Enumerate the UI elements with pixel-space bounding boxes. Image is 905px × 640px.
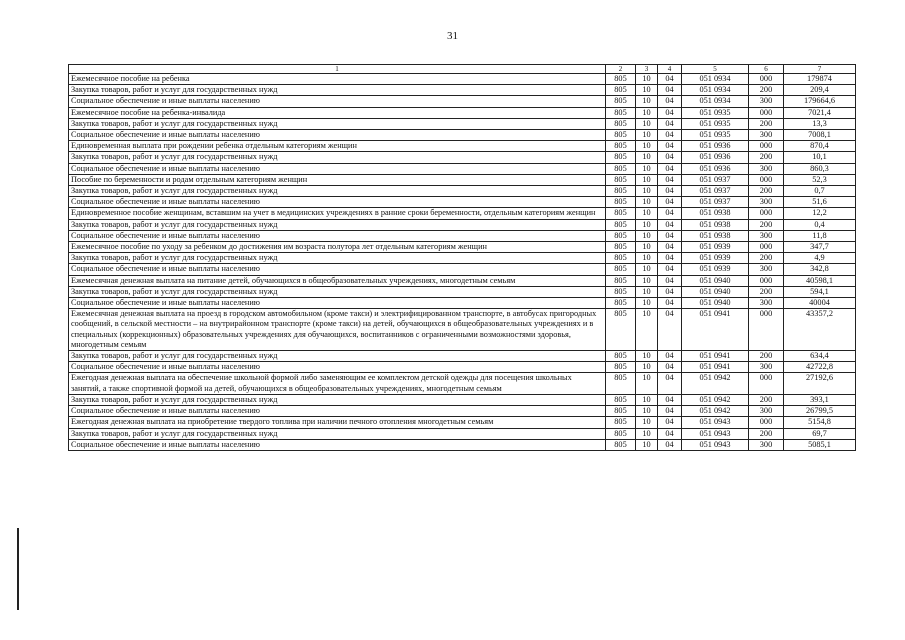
- budget-table: [68, 64, 856, 451]
- header-cell-6: 6: [749, 65, 784, 74]
- row-code-2: 805: [606, 186, 636, 197]
- table-row: [69, 197, 856, 208]
- row-description: Ежемесячная денежная выплата на питание детей, обучающихся в общеобразовательных учреждениях, многодетным семьям: [69, 275, 606, 286]
- row-code-6: 300: [749, 264, 784, 275]
- table-row: [69, 253, 856, 264]
- row-amount: 10,1: [784, 152, 856, 163]
- row-code-3: 10: [636, 417, 658, 428]
- row-code-2: 805: [606, 85, 636, 96]
- row-code-4: 04: [658, 394, 682, 405]
- row-code-4: 04: [658, 275, 682, 286]
- row-amount: 40598,1: [784, 275, 856, 286]
- row-amount: 5085,1: [784, 439, 856, 450]
- row-amount: 0,7: [784, 186, 856, 197]
- row-code-5: 051 0934: [682, 85, 749, 96]
- row-code-5: 051 0942: [682, 373, 749, 394]
- table-row: [69, 362, 856, 373]
- row-code-5: 051 0935: [682, 118, 749, 129]
- row-code-5: 051 0937: [682, 186, 749, 197]
- row-code-6: 000: [749, 417, 784, 428]
- table-row: [69, 107, 856, 118]
- row-code-5: 051 0939: [682, 242, 749, 253]
- row-code-3: 10: [636, 163, 658, 174]
- row-code-2: 805: [606, 130, 636, 141]
- row-code-2: 805: [606, 275, 636, 286]
- row-code-6: 000: [749, 74, 784, 85]
- table-row: [69, 118, 856, 129]
- row-code-4: 04: [658, 130, 682, 141]
- row-description: Закупка товаров, работ и услуг для государственных нужд: [69, 118, 606, 129]
- row-amount: 69,7: [784, 428, 856, 439]
- row-amount: 26799,5: [784, 406, 856, 417]
- row-description: Социальное обеспечение и иные выплаты населению: [69, 298, 606, 309]
- row-code-5: 051 0941: [682, 309, 749, 351]
- table-row: [69, 163, 856, 174]
- row-description: Ежемесячное пособие по уходу за ребенком до достижения им возраста полутора лет отдельным категориям женщин: [69, 242, 606, 253]
- row-code-6: 000: [749, 141, 784, 152]
- row-amount: 870,4: [784, 141, 856, 152]
- row-description: Социальное обеспечение и иные выплаты населению: [69, 439, 606, 450]
- row-code-3: 10: [636, 373, 658, 394]
- row-code-5: 051 0935: [682, 130, 749, 141]
- header-cell-2: 2: [606, 65, 636, 74]
- row-code-4: 04: [658, 163, 682, 174]
- row-code-3: 10: [636, 394, 658, 405]
- row-description: Ежемесячное пособие на ребенка: [69, 74, 606, 85]
- row-code-3: 10: [636, 74, 658, 85]
- row-code-4: 04: [658, 351, 682, 362]
- row-code-2: 805: [606, 406, 636, 417]
- row-amount: 51,6: [784, 197, 856, 208]
- row-code-6: 300: [749, 362, 784, 373]
- row-code-3: 10: [636, 130, 658, 141]
- row-code-3: 10: [636, 85, 658, 96]
- row-code-6: 000: [749, 373, 784, 394]
- row-code-3: 10: [636, 351, 658, 362]
- row-code-5: 051 0940: [682, 275, 749, 286]
- row-code-2: 805: [606, 152, 636, 163]
- row-code-4: 04: [658, 118, 682, 129]
- row-code-2: 805: [606, 286, 636, 297]
- table-row: [69, 219, 856, 230]
- budget-table-body: [69, 65, 856, 451]
- row-description: Пособие по беременности и родам отдельным категориям женщин: [69, 174, 606, 185]
- row-description: Закупка товаров, работ и услуг для государственных нужд: [69, 351, 606, 362]
- table-row: [69, 130, 856, 141]
- row-code-5: 051 0938: [682, 208, 749, 219]
- row-code-2: 805: [606, 163, 636, 174]
- row-amount: 40004: [784, 298, 856, 309]
- row-code-6: 200: [749, 428, 784, 439]
- row-code-4: 04: [658, 230, 682, 241]
- row-code-5: 051 0943: [682, 417, 749, 428]
- page-number: 31: [447, 30, 458, 42]
- row-code-5: 051 0934: [682, 74, 749, 85]
- row-code-3: 10: [636, 118, 658, 129]
- table-row: [69, 152, 856, 163]
- row-code-5: 051 0940: [682, 286, 749, 297]
- row-code-3: 10: [636, 275, 658, 286]
- row-code-4: 04: [658, 107, 682, 118]
- row-amount: 0,4: [784, 219, 856, 230]
- row-code-4: 04: [658, 85, 682, 96]
- row-description: Социальное обеспечение и иные выплаты населению: [69, 406, 606, 417]
- row-code-2: 805: [606, 118, 636, 129]
- row-code-6: 200: [749, 286, 784, 297]
- row-amount: 393,1: [784, 394, 856, 405]
- table-row: [69, 394, 856, 405]
- row-code-5: 051 0937: [682, 174, 749, 185]
- header-cell-3: 3: [636, 65, 658, 74]
- row-amount: 209,4: [784, 85, 856, 96]
- row-code-2: 805: [606, 253, 636, 264]
- row-amount: 27192,6: [784, 373, 856, 394]
- row-code-6: 200: [749, 253, 784, 264]
- table-row: [69, 141, 856, 152]
- row-description: Закупка товаров, работ и услуг для государственных нужд: [69, 152, 606, 163]
- row-code-5: 051 0936: [682, 163, 749, 174]
- table-row: [69, 230, 856, 241]
- row-code-4: 04: [658, 417, 682, 428]
- header-cell-7: 7: [784, 65, 856, 74]
- row-code-2: 805: [606, 230, 636, 241]
- row-code-3: 10: [636, 96, 658, 107]
- row-description: Социальное обеспечение и иные выплаты населению: [69, 96, 606, 107]
- header-cell-4: 4: [658, 65, 682, 74]
- row-description: Социальное обеспечение и иные выплаты населению: [69, 163, 606, 174]
- row-code-6: 200: [749, 186, 784, 197]
- row-amount: 7008,1: [784, 130, 856, 141]
- row-code-4: 04: [658, 264, 682, 275]
- row-code-4: 04: [658, 362, 682, 373]
- row-code-3: 10: [636, 264, 658, 275]
- row-code-5: 051 0942: [682, 406, 749, 417]
- row-code-6: 200: [749, 85, 784, 96]
- row-description: Закупка товаров, работ и услуг для государственных нужд: [69, 219, 606, 230]
- row-code-2: 805: [606, 439, 636, 450]
- row-code-2: 805: [606, 264, 636, 275]
- row-code-3: 10: [636, 230, 658, 241]
- row-code-5: 051 0939: [682, 253, 749, 264]
- table-row: [69, 351, 856, 362]
- table-row: [69, 286, 856, 297]
- row-description: Ежемесячное пособие на ребенка-инвалида: [69, 107, 606, 118]
- table-row: [69, 406, 856, 417]
- row-code-4: 04: [658, 174, 682, 185]
- row-code-2: 805: [606, 242, 636, 253]
- row-amount: 860,3: [784, 163, 856, 174]
- row-code-2: 805: [606, 208, 636, 219]
- table-row: [69, 186, 856, 197]
- row-code-5: 051 0939: [682, 264, 749, 275]
- row-amount: 11,8: [784, 230, 856, 241]
- row-code-5: 051 0943: [682, 439, 749, 450]
- table-header-row: [69, 65, 856, 74]
- row-code-3: 10: [636, 152, 658, 163]
- header-cell-name: 1: [69, 65, 606, 74]
- row-code-4: 04: [658, 406, 682, 417]
- row-description: Закупка товаров, работ и услуг для государственных нужд: [69, 186, 606, 197]
- row-amount: 347,7: [784, 242, 856, 253]
- row-code-6: 300: [749, 230, 784, 241]
- row-code-6: 300: [749, 439, 784, 450]
- row-description: Ежемесячная денежная выплата на проезд в городском автомобильном (кроме такси) и электрифицированном транспорте, в автобусах пригородных сообщений, в сельской местности – на внутрирайонном транспорте (кроме такси) на детей, обучающихся в общеобразовательных учреждениях и в специальных (коррекционных) образовательных учреждениях для обучающихся, воспитанников с ограниченными возможностями здоровья, многодетным семьям: [69, 309, 606, 351]
- row-code-3: 10: [636, 362, 658, 373]
- row-code-4: 04: [658, 141, 682, 152]
- row-code-4: 04: [658, 197, 682, 208]
- row-code-6: 000: [749, 309, 784, 351]
- row-description: Закупка товаров, работ и услуг для государственных нужд: [69, 286, 606, 297]
- row-code-6: 200: [749, 351, 784, 362]
- row-code-2: 805: [606, 417, 636, 428]
- row-amount: 4,9: [784, 253, 856, 264]
- row-code-3: 10: [636, 208, 658, 219]
- table-row: [69, 373, 856, 394]
- row-code-5: 051 0934: [682, 96, 749, 107]
- row-description: Ежегодная денежная выплата на приобретение твердого топлива при наличии печного отопления многодетным семьям: [69, 417, 606, 428]
- row-code-5: 051 0942: [682, 394, 749, 405]
- row-amount: 179874: [784, 74, 856, 85]
- row-code-6: 300: [749, 298, 784, 309]
- row-code-4: 04: [658, 428, 682, 439]
- row-code-2: 805: [606, 309, 636, 351]
- row-amount: 43357,2: [784, 309, 856, 351]
- row-code-4: 04: [658, 298, 682, 309]
- margin-line: [17, 528, 19, 610]
- row-description: Социальное обеспечение и иные выплаты населению: [69, 197, 606, 208]
- row-amount: 5154,8: [784, 417, 856, 428]
- table-row: [69, 264, 856, 275]
- row-description: Социальное обеспечение и иные выплаты населению: [69, 362, 606, 373]
- header-cell-5: 5: [682, 65, 749, 74]
- table-row: [69, 85, 856, 96]
- row-amount: 13,3: [784, 118, 856, 129]
- table-row: [69, 208, 856, 219]
- table-row: [69, 242, 856, 253]
- row-description: Социальное обеспечение и иные выплаты населению: [69, 130, 606, 141]
- table-row: [69, 96, 856, 107]
- row-code-4: 04: [658, 208, 682, 219]
- row-code-3: 10: [636, 197, 658, 208]
- row-code-6: 000: [749, 174, 784, 185]
- row-code-5: 051 0936: [682, 152, 749, 163]
- table-row: [69, 275, 856, 286]
- row-code-2: 805: [606, 96, 636, 107]
- row-code-2: 805: [606, 141, 636, 152]
- row-code-3: 10: [636, 286, 658, 297]
- row-code-3: 10: [636, 141, 658, 152]
- row-code-5: 051 0935: [682, 107, 749, 118]
- row-code-4: 04: [658, 242, 682, 253]
- row-code-2: 805: [606, 394, 636, 405]
- row-code-2: 805: [606, 362, 636, 373]
- row-code-3: 10: [636, 174, 658, 185]
- row-code-2: 805: [606, 219, 636, 230]
- row-code-5: 051 0941: [682, 362, 749, 373]
- table-row: [69, 309, 856, 351]
- row-code-5: 051 0943: [682, 428, 749, 439]
- row-code-4: 04: [658, 309, 682, 351]
- row-amount: 179664,6: [784, 96, 856, 107]
- row-amount: 634,4: [784, 351, 856, 362]
- row-code-6: 000: [749, 242, 784, 253]
- row-code-3: 10: [636, 428, 658, 439]
- row-code-4: 04: [658, 74, 682, 85]
- table-row: [69, 417, 856, 428]
- row-code-2: 805: [606, 298, 636, 309]
- row-code-6: 000: [749, 275, 784, 286]
- row-code-3: 10: [636, 298, 658, 309]
- row-description: Социальное обеспечение и иные выплаты населению: [69, 230, 606, 241]
- row-code-5: 051 0940: [682, 298, 749, 309]
- row-code-6: 200: [749, 118, 784, 129]
- row-code-5: 051 0941: [682, 351, 749, 362]
- row-code-2: 805: [606, 74, 636, 85]
- table-row: [69, 428, 856, 439]
- row-code-4: 04: [658, 253, 682, 264]
- row-code-3: 10: [636, 406, 658, 417]
- row-code-6: 000: [749, 208, 784, 219]
- row-code-2: 805: [606, 197, 636, 208]
- row-code-5: 051 0936: [682, 141, 749, 152]
- table-row: [69, 439, 856, 450]
- row-code-6: 300: [749, 130, 784, 141]
- row-description: Закупка товаров, работ и услуг для государственных нужд: [69, 394, 606, 405]
- row-code-3: 10: [636, 242, 658, 253]
- row-code-4: 04: [658, 186, 682, 197]
- row-description: Единовременная выплата при рождении ребенка отдельным категориям женщин: [69, 141, 606, 152]
- row-amount: 594,1: [784, 286, 856, 297]
- row-code-2: 805: [606, 373, 636, 394]
- row-code-6: 200: [749, 152, 784, 163]
- row-code-5: 051 0938: [682, 230, 749, 241]
- row-code-4: 04: [658, 373, 682, 394]
- row-amount: 52,3: [784, 174, 856, 185]
- row-code-6: 300: [749, 197, 784, 208]
- row-description: Ежегодная денежная выплата на обеспечение школьной формой либо заменяющим ее комплектом детской одежды для посещения школьных занятий, а также спортивной формой на детей, обучающихся в общеобразовательных учреждениях, многодетным семьям: [69, 373, 606, 394]
- row-code-6: 200: [749, 394, 784, 405]
- row-code-5: 051 0937: [682, 197, 749, 208]
- row-description: Закупка товаров, работ и услуг для государственных нужд: [69, 253, 606, 264]
- row-code-5: 051 0938: [682, 219, 749, 230]
- row-code-4: 04: [658, 439, 682, 450]
- row-code-6: 300: [749, 406, 784, 417]
- row-code-6: 300: [749, 163, 784, 174]
- row-description: Единовременное пособие женщинам, вставшим на учет в медицинских учреждениях в ранние сроки беременности, отдельным категориям женщин: [69, 208, 606, 219]
- row-code-2: 805: [606, 428, 636, 439]
- row-code-4: 04: [658, 96, 682, 107]
- row-code-2: 805: [606, 107, 636, 118]
- row-description: Закупка товаров, работ и услуг для государственных нужд: [69, 428, 606, 439]
- row-code-6: 000: [749, 107, 784, 118]
- row-code-2: 805: [606, 174, 636, 185]
- row-description: Закупка товаров, работ и услуг для государственных нужд: [69, 85, 606, 96]
- row-amount: 7021,4: [784, 107, 856, 118]
- row-code-2: 805: [606, 351, 636, 362]
- row-code-3: 10: [636, 253, 658, 264]
- row-code-4: 04: [658, 152, 682, 163]
- row-code-3: 10: [636, 107, 658, 118]
- row-code-3: 10: [636, 309, 658, 351]
- row-code-3: 10: [636, 219, 658, 230]
- row-code-3: 10: [636, 439, 658, 450]
- row-description: Социальное обеспечение и иные выплаты населению: [69, 264, 606, 275]
- table-row: [69, 174, 856, 185]
- row-code-6: 300: [749, 96, 784, 107]
- row-amount: 42722,8: [784, 362, 856, 373]
- table-row: [69, 74, 856, 85]
- row-amount: 12,2: [784, 208, 856, 219]
- row-amount: 342,8: [784, 264, 856, 275]
- row-code-6: 200: [749, 219, 784, 230]
- table-row: [69, 298, 856, 309]
- row-code-3: 10: [636, 186, 658, 197]
- row-code-4: 04: [658, 286, 682, 297]
- row-code-4: 04: [658, 219, 682, 230]
